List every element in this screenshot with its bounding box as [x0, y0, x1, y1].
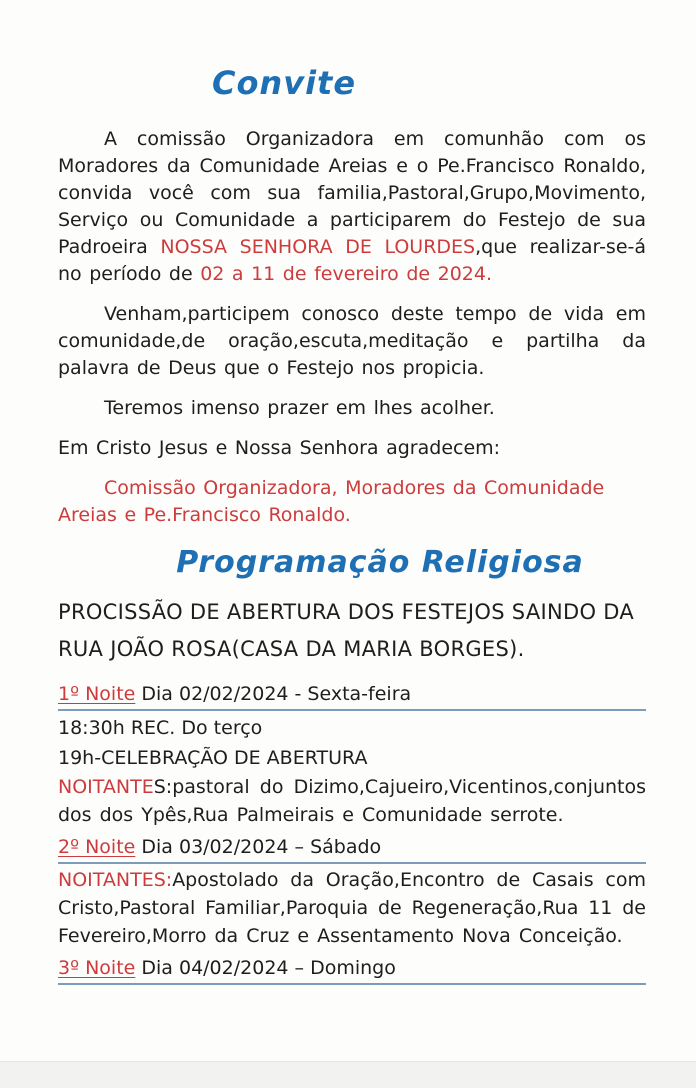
page-bottom-edge — [0, 1061, 696, 1088]
night-1-noitantes — [58, 773, 646, 829]
night-2-noitantes-label: NOITANTES: — [58, 869, 173, 891]
night-1-noitantes-label: NOITANTE — [58, 776, 154, 798]
closing-line: Em Cristo Jesus e Nossa Senhora agradecem: — [58, 437, 501, 459]
night-2-header — [58, 835, 646, 864]
patron-name-highlight: NOSSA SENHORA DE LOURDES — [160, 236, 476, 258]
intro-paragraph — [58, 126, 646, 288]
intro-text-start: A comissão Organizadora em comunhão com os Moradores da Comunidade Areias e o Pe.Francisco Ronaldo, convida você com sua familia,Pastoral,Grupo,Movimento, Serviço ou Comunidade a participarem do Festejo de sua Padroeira — [58, 128, 646, 258]
night-1-date: Dia 02/02/2024 - Sexta-feira — [141, 683, 412, 705]
document-title: Convite — [211, 64, 357, 102]
invitation-document — [0, 64, 696, 985]
signature-paragraph: Comissão Organizadora, Moradores da Comunidade Areias e Pe.Francisco Ronaldo. — [58, 477, 605, 526]
intro-text-middle: ,que realizar-se-á no período de — [58, 236, 647, 285]
procession-paragraph: PROCISSÃO DE ABERTURA DOS FESTEJOS SAINDO DA RUA JOÃO ROSA(CASA DA MARIA BORGES). — [58, 600, 635, 661]
night-2-noitantes — [58, 866, 646, 950]
night-2-date: Dia 03/02/2024 – Sábado — [141, 836, 382, 858]
night-1-celebration-line: 19h-CELEBRAÇÃO DE ABERTURA — [58, 747, 368, 769]
night-1-header — [58, 682, 646, 711]
night-3-label: 3º Noite — [58, 957, 136, 979]
night-3-header — [58, 956, 646, 985]
welcome-line: Teremos imenso prazer em lhes acolher. — [104, 397, 495, 419]
night-1-label: 1º Noite — [58, 683, 136, 705]
community-paragraph: Venham,participem conosco deste tempo de vida em comunidade,de oração,escuta,meditação e partilha da palavra de Deus que o Festejo nos propicia. — [58, 303, 646, 379]
night-3-date: Dia 04/02/2024 – Domingo — [141, 957, 396, 979]
section-title: Programação Religiosa — [176, 545, 584, 580]
religious-schedule — [58, 682, 646, 985]
night-1-noitantes-list: S:pastoral do Dizimo,Cajueiro,Vicentinos,conjuntos dos dos Ypês,Rua Palmeirais e Comunidade serrote. — [58, 776, 646, 826]
night-2-label: 2º Noite — [58, 836, 136, 858]
night-2-noitantes-list: Apostolado da Oração,Encontro de Casais com Cristo,Pastoral Familiar,Paroquia de Regeneração,Rua 11 de Fevereiro,Morro da Cruz e Assentamento Nova Conceição. — [58, 869, 646, 947]
night-1-terco-line: 18:30h REC. Do terço — [58, 717, 263, 739]
festival-dates-highlight: 02 a 11 de fevereiro de 2024. — [200, 263, 493, 285]
